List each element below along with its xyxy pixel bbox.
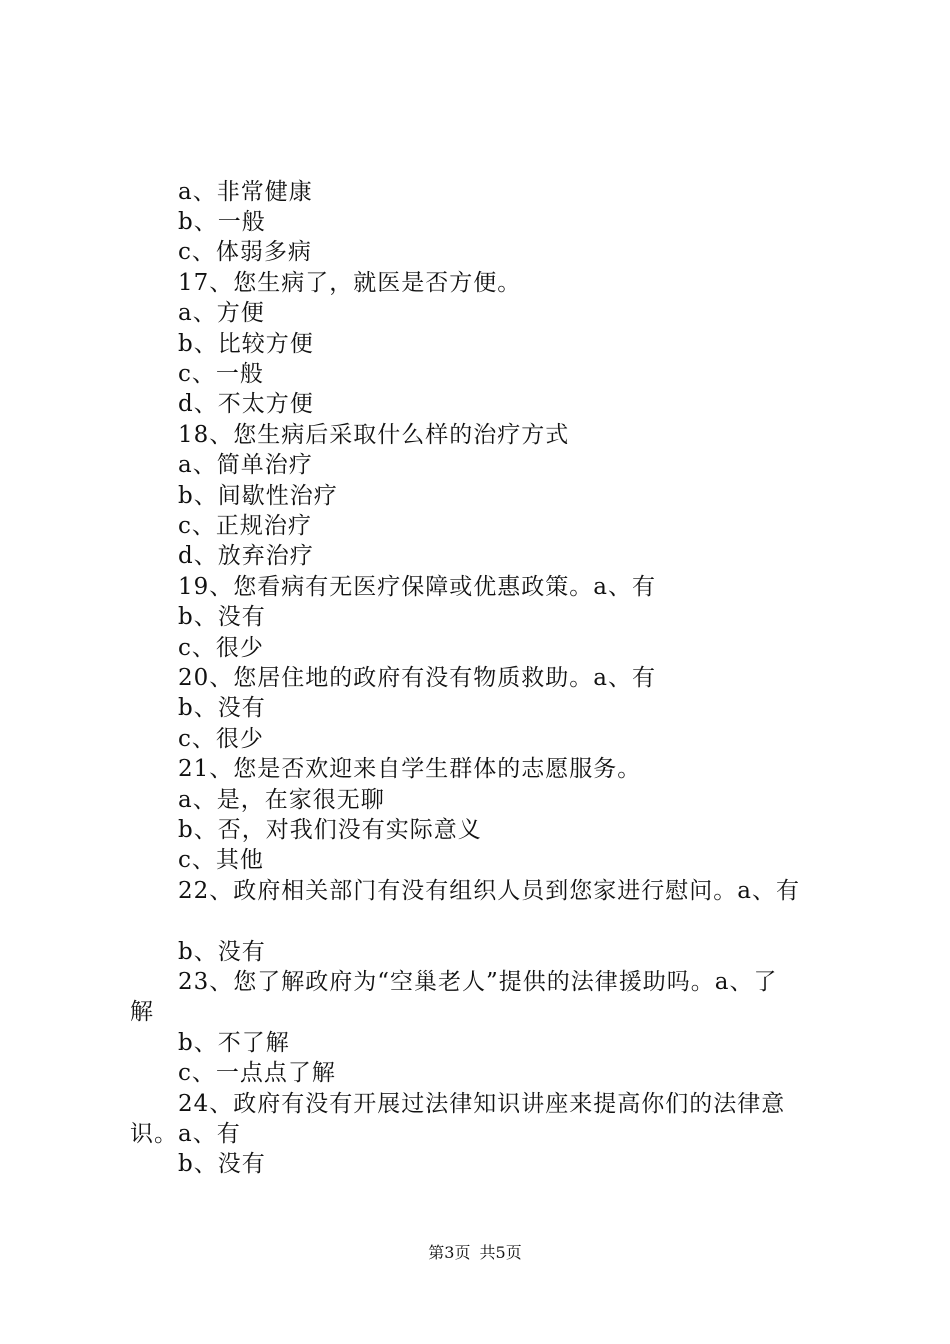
question-17: 17、您生病了，就医是否方便。 — [178, 270, 522, 296]
option-c-health: c、体弱多病 — [178, 239, 312, 265]
question-19: 19、您看病有无医疗保障或优惠政策。a、有 — [178, 574, 656, 600]
option-c-q17: c、一般 — [178, 361, 264, 387]
option-b-q20: b、没有 — [178, 695, 266, 721]
option-b-q17: b、比较方便 — [178, 331, 314, 357]
option-a-q21: a、是，在家很无聊 — [178, 787, 385, 813]
option-d-q17: d、不太方便 — [178, 391, 314, 417]
option-c-q23: c、一点点了解 — [178, 1060, 336, 1086]
page-total: 共5页 — [479, 1243, 522, 1262]
question-24-continued: 识。a、有 — [130, 1121, 241, 1147]
page-footer — [0, 1243, 950, 1263]
question-23-continued: 解 — [130, 999, 154, 1025]
option-b-q21: b、否，对我们没有实际意义 — [178, 817, 482, 843]
question-22: 22、政府相关部门有没有组织人员到您家进行慰问。a、有 — [178, 878, 800, 904]
option-c-q18: c、正规治疗 — [178, 513, 312, 539]
question-18: 18、您生病后采取什么样的治疗方式 — [178, 422, 570, 448]
option-b-q22: b、没有 — [178, 939, 266, 965]
option-c-q19: c、很少 — [178, 635, 264, 661]
option-b-health: b、一般 — [178, 209, 266, 235]
option-a-q17: a、方便 — [178, 300, 265, 326]
page-number: 第3页 — [428, 1243, 471, 1262]
question-21: 21、您是否欢迎来自学生群体的志愿服务。 — [178, 756, 642, 782]
option-b-q24: b、没有 — [178, 1151, 266, 1177]
question-24: 24、政府有没有开展过法律知识讲座来提高你们的法律意 — [178, 1091, 786, 1117]
option-d-q18: d、放弃治疗 — [178, 543, 314, 569]
option-b-q19: b、没有 — [178, 604, 266, 630]
question-23: 23、您了解政府为“空巢老人”提供的法律援助吗。a、了 — [178, 969, 778, 995]
option-a-q18: a、简单治疗 — [178, 452, 313, 478]
option-a-health: a、非常健康 — [178, 179, 313, 205]
option-b-q18: b、间歇性治疗 — [178, 483, 338, 509]
option-c-q20: c、很少 — [178, 726, 264, 752]
option-b-q23: b、不了解 — [178, 1030, 290, 1056]
option-c-q21: c、其他 — [178, 847, 264, 873]
question-20: 20、您居住地的政府有没有物质救助。a、有 — [178, 665, 656, 691]
